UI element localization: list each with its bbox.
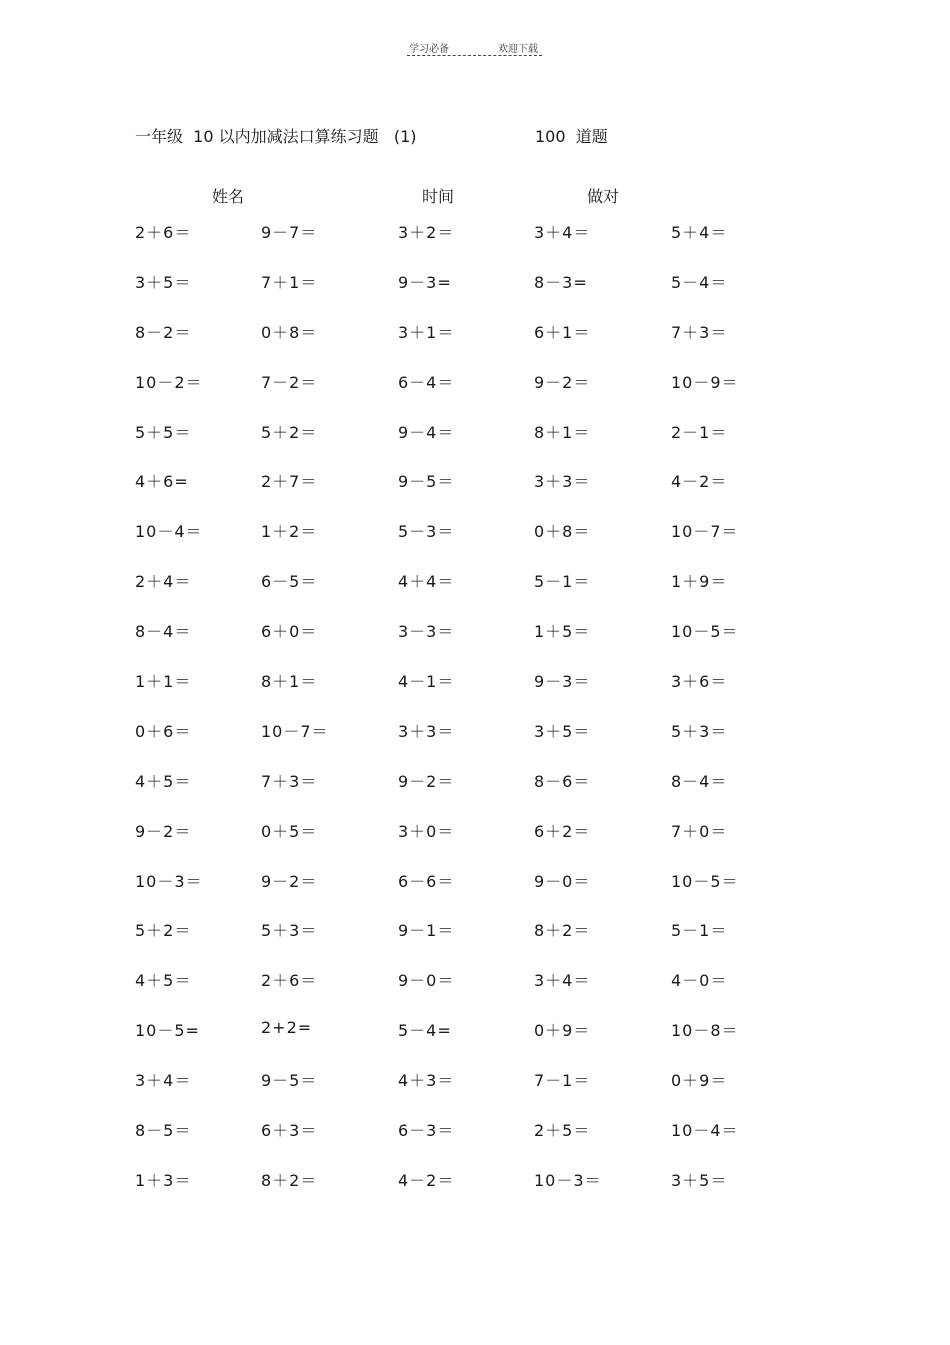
problem-item: 5＋2＝: [261, 422, 318, 442]
problem-item: 8－4＝: [135, 622, 192, 642]
problem-item: 9－7＝: [261, 223, 318, 242]
problem-item: 9－0＝: [534, 871, 591, 891]
problem-item: 6－3＝: [398, 1121, 455, 1141]
problem-item: 8＋2＝: [261, 1170, 318, 1190]
name-label: 姓名: [212, 187, 245, 206]
problem-item: 10－7＝: [671, 522, 739, 542]
problem-item: 2－1＝: [671, 422, 728, 442]
problem-row: [0, 420, 950, 470]
problem-item: 10－9＝: [671, 372, 739, 392]
problem-item: 4－2＝: [671, 472, 728, 492]
problem-item: 0＋9＝: [671, 1071, 728, 1091]
problem-item: 6＋2＝: [534, 821, 591, 841]
problem-item: 3＋2＝: [398, 223, 455, 242]
problem-item: 5＋4＝: [671, 223, 728, 242]
problem-item: 8＋1＝: [534, 422, 591, 442]
problem-item: 10－7＝: [261, 721, 329, 741]
problem-item: 4＋3＝: [398, 1071, 455, 1091]
problem-item: 3＋5＝: [534, 721, 591, 741]
problem-item: 2＋6＝: [261, 971, 318, 991]
problem-item: 4＋6=: [135, 472, 189, 492]
problem-item: 9－2＝: [261, 871, 318, 891]
problem-item: 4－2＝: [398, 1170, 455, 1190]
problem-item: 4＋5＝: [135, 971, 192, 991]
problem-row: [0, 320, 950, 370]
header-divider: [407, 55, 542, 56]
problem-item: 3＋3＝: [534, 472, 591, 492]
problem-item: 6＋0＝: [261, 622, 318, 642]
problem-item: 7＋3＝: [671, 322, 728, 342]
problem-item: 8－6＝: [534, 771, 591, 791]
problem-item: 8＋2＝: [534, 921, 591, 941]
problem-item: 3＋6＝: [671, 672, 728, 692]
problem-item: 3－3＝: [398, 622, 455, 642]
problem-item: 3＋5＝: [135, 272, 192, 292]
problem-row: [0, 769, 950, 819]
problem-item: 2+2=: [261, 1018, 313, 1038]
problem-item: 10－5＝: [671, 622, 739, 642]
problem-item: 10－5=: [135, 1021, 200, 1041]
problem-item: 8－4＝: [671, 771, 728, 791]
problem-row: [0, 569, 950, 619]
problem-item: 10－8＝: [671, 1021, 739, 1041]
problem-item: 0＋8＝: [534, 522, 591, 542]
problem-item: 3＋0＝: [398, 821, 455, 841]
problem-row: [0, 968, 950, 1018]
problem-item: 10－3＝: [534, 1170, 602, 1190]
problem-item: 3＋4＝: [135, 1071, 192, 1091]
problem-count: 100 道题: [535, 127, 608, 146]
problem-item: 2＋5＝: [534, 1121, 591, 1141]
problem-row: [0, 1068, 950, 1118]
problem-grid: [0, 220, 950, 1218]
problem-item: 3＋1＝: [398, 322, 455, 342]
problem-row: [0, 619, 950, 669]
problem-item: 3＋5＝: [671, 1170, 728, 1190]
problem-item: 5－3＝: [398, 522, 455, 542]
problem-row: [0, 918, 950, 968]
problem-row: [0, 469, 950, 519]
problem-item: 3＋4＝: [534, 223, 591, 242]
problem-item: 5－4=: [398, 1021, 452, 1041]
problem-item: 4＋4＝: [398, 572, 455, 592]
problem-item: 1＋3＝: [135, 1170, 192, 1190]
problem-item: 5－4＝: [671, 272, 728, 292]
problem-row: [0, 669, 950, 719]
problem-row: [0, 220, 950, 270]
problem-item: 9－3=: [398, 272, 452, 292]
problem-item: 8－5＝: [135, 1121, 192, 1141]
problem-item: 7＋3＝: [261, 771, 318, 791]
problem-item: 1＋1＝: [135, 672, 192, 692]
problem-item: 0＋8＝: [261, 322, 318, 342]
problem-item: 4＋5＝: [135, 771, 192, 791]
problem-item: 4－0＝: [671, 971, 728, 991]
problem-item: 9－5＝: [398, 472, 455, 492]
problem-row: [0, 519, 950, 569]
problem-row: [0, 270, 950, 320]
problem-item: 7－1＝: [534, 1071, 591, 1091]
problem-item: 2＋6＝: [135, 223, 192, 242]
problem-item: 5－1＝: [671, 921, 728, 941]
problem-item: 8＋1＝: [261, 672, 318, 692]
problem-item: 3＋4＝: [534, 971, 591, 991]
problem-item: 1＋2＝: [261, 522, 318, 542]
problem-item: 10－4＝: [671, 1121, 739, 1141]
problem-row: [0, 1118, 950, 1168]
problem-item: 9－2＝: [398, 771, 455, 791]
time-label: 时间: [422, 187, 455, 206]
problem-item: 0＋6＝: [135, 721, 192, 741]
problem-item: 6＋1＝: [534, 322, 591, 342]
problem-item: 10－5＝: [671, 871, 739, 891]
problem-row: [0, 719, 950, 769]
problem-item: 9－1＝: [398, 921, 455, 941]
problem-item: 4－1＝: [398, 672, 455, 692]
problem-row: [0, 819, 950, 869]
header-right-text: 欢迎下载: [498, 44, 538, 55]
problem-item: 2＋7＝: [261, 472, 318, 492]
problem-item: 6－4＝: [398, 372, 455, 392]
problem-item: 6－5＝: [261, 572, 318, 592]
problem-item: 0＋9＝: [534, 1021, 591, 1041]
problem-item: 10－4＝: [135, 522, 203, 542]
problem-row: [0, 1018, 950, 1068]
problem-item: 6－6＝: [398, 871, 455, 891]
problem-item: 7＋0＝: [671, 821, 728, 841]
problem-item: 9－0＝: [398, 971, 455, 991]
problem-item: 8－3=: [534, 272, 588, 292]
header-left-text: 学习必备: [409, 44, 449, 55]
problem-item: 9－3＝: [534, 672, 591, 692]
problem-item: 10－3＝: [135, 871, 203, 891]
problem-item: 9－2＝: [534, 372, 591, 392]
problem-item: 9－2＝: [135, 821, 192, 841]
problem-item: 5＋3＝: [261, 921, 318, 941]
problem-item: 0＋5＝: [261, 821, 318, 841]
problem-item: 10－2＝: [135, 372, 203, 392]
problem-item: 1＋5＝: [534, 622, 591, 642]
problem-item: 6＋3＝: [261, 1121, 318, 1141]
problem-row: [0, 1168, 950, 1218]
problem-item: 9－5＝: [261, 1071, 318, 1091]
problem-item: 5＋5＝: [135, 422, 192, 442]
problem-item: 7－2＝: [261, 372, 318, 392]
problem-item: 5＋3＝: [671, 721, 728, 741]
correct-label: 做对: [587, 187, 620, 206]
problem-item: 7＋1＝: [261, 272, 318, 292]
problem-item: 2＋4＝: [135, 572, 192, 592]
problem-row: [0, 869, 950, 919]
problem-item: 9－4＝: [398, 422, 455, 442]
problem-item: 5－1＝: [534, 572, 591, 592]
problem-item: 3＋3＝: [398, 721, 455, 741]
problem-item: 1＋9＝: [671, 572, 728, 592]
worksheet-title: 一年级 10 以内加减法口算练习题 (1): [135, 127, 417, 146]
problem-item: 5＋2＝: [135, 921, 192, 941]
problem-item: 8－2＝: [135, 322, 192, 342]
problem-row: [0, 370, 950, 420]
